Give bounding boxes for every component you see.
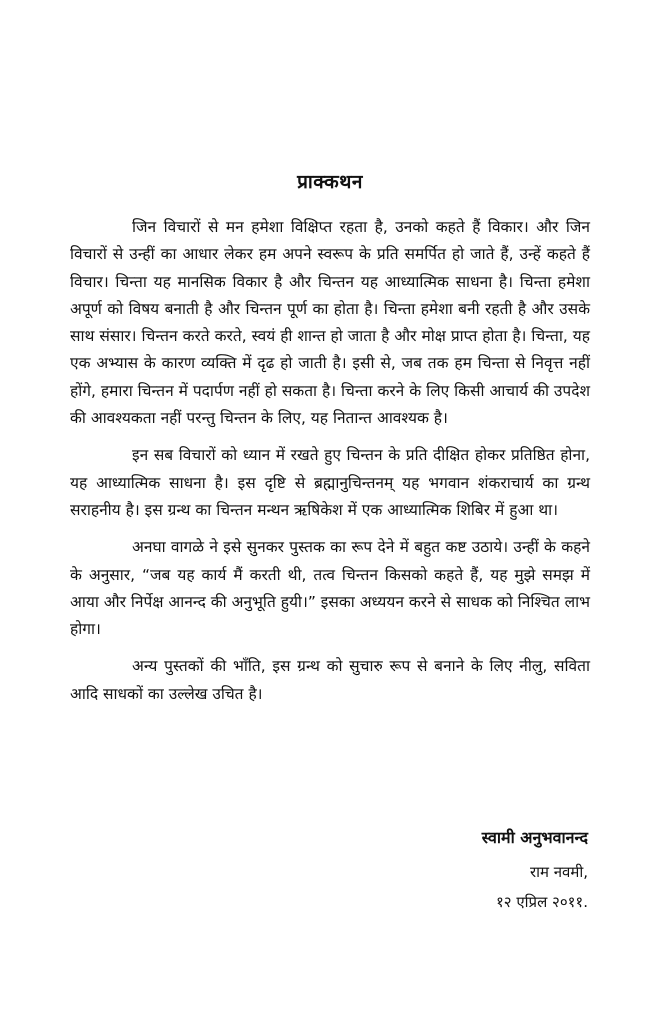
paragraph-1: जिन विचारों से मन हमेशा विक्षिप्त रहता है, उनको कहते हैं विकार। और जिन विचारों से उन्हीं का आधार लेकर हम अपने स्वरूप के प्रति समर्पित हो जाते हैं, उन्हें कहते हैं विचार। चिन्ता यह मानसिक विकार है और चिन्तन यह आध्यात्मिक साधना है। चिन्ता हमेशा अपूर्ण को विषय बनाती है और चिन्तन पूर्ण का होता है। चिन्ता हमेशा बनी रहती है और उसके साथ संसार। चिन्तन करते करते, स्वयं ही शान्त हो जाता है और मोक्ष प्राप्त होता है। चिन्ता, यह एक अभ्यास के कारण व्यक्ति में दृढ हो जाती है। इसी से, जब तक हम चिन्ता से निवृत्त नहीं होंगे, हमारा चिन्तन में पदार्पण नहीं हो सकता है। चिन्ता करने के लिए किसी आचार्य की उपदेश की आवश्यकता नहीं परन्तु चिन्तन के लिए, यह नितान्त आवश्यक है। [70,218,590,428]
page-title: प्राक्कथन [297,171,363,193]
paragraph-3: अनघा वागळे ने इसे सुनकर पुस्तक का रूप देने में बहुत कष्ट उठाये। उन्हीं के कहने के अनुसार, “जब यह कार्य मैं करती थी, तत्व चिन्तन किसको कहते हैं, यह मुझे समझ में आया और निर्पेक्ष आनन्द की अनुभूति हुयी।” इसका अध्ययन करने से साधक को निश्चित लाभ होगा। [70,538,591,639]
paragraph-2: इन सब विचारों को ध्यान में रखते हुए चिन्तन के प्रति दीक्षित होकर प्रतिष्ठित होना, यह आध्यात्मिक साधना है। इस दृष्टि से ब्रह्मानुचिन्तनम् यह भगवान शंकराचार्य का ग्रन्थ सराहनीय है। इस ग्रन्थ का चिन्तन मन्थन ऋषिकेश में एक आध्यात्मिक शिबिर में हुआ था। [70,446,590,519]
signature-occasion: राम नवमी, [529,863,588,881]
author-name: स्वामी अनुभवानन्द [481,828,588,847]
document-body [70,168,590,708]
signature-block [482,826,588,912]
paragraph-4: अन्य पुस्तकों की भाँति, इस ग्रन्थ को सुचारु रूप से बनाने के लिए नीलु, सविता आदि साधकों का उल्लेख उचित है। [70,657,590,703]
signature-date: १२ एप्रिल २०११. [496,893,588,911]
